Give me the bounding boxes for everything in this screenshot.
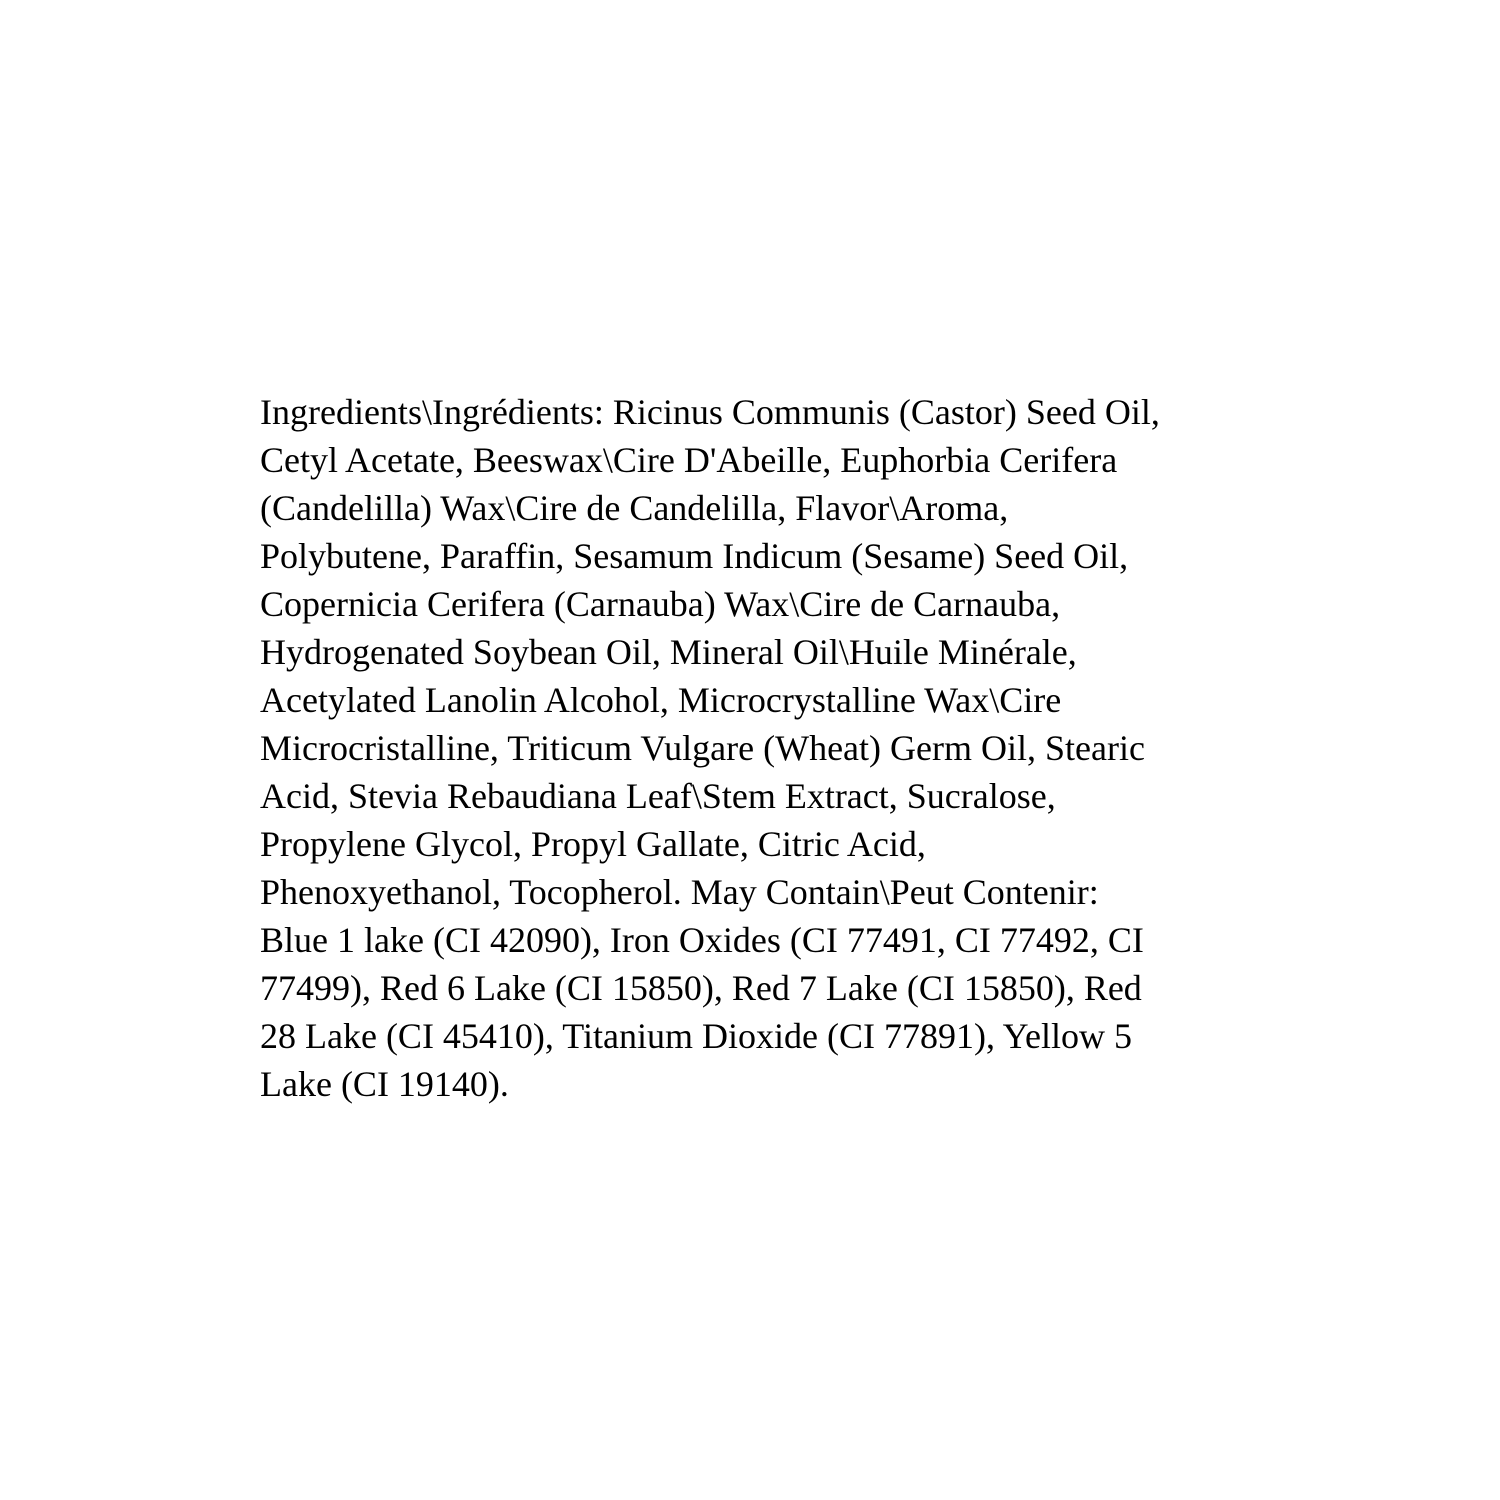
- ingredients-line: Acid, Stevia Rebaudiana Leaf\Stem Extract, Sucralose,: [260, 776, 1056, 816]
- ingredients-line: Polybutene, Paraffin, Sesamum Indicum (Sesame) Seed Oil,: [260, 536, 1129, 576]
- ingredients-line: (Candelilla) Wax\Cire de Candelilla, Flavor\Aroma,: [260, 488, 1009, 528]
- ingredients-line: Lake (CI 19140).: [260, 1064, 509, 1104]
- ingredients-line: Microcristalline, Triticum Vulgare (Wheat) Germ Oil, Stearic: [260, 728, 1145, 768]
- ingredients-line: Propylene Glycol, Propyl Gallate, Citric Acid,: [260, 824, 926, 864]
- ingredients-line: Hydrogenated Soybean Oil, Mineral Oil\Huile Minérale,: [260, 632, 1077, 672]
- ingredients-text: [260, 388, 1260, 1108]
- ingredients-line: 28 Lake (CI 45410), Titanium Dioxide (CI 77891), Yellow 5: [260, 1016, 1132, 1056]
- ingredients-line: Copernicia Cerifera (Carnauba) Wax\Cire de Carnauba,: [260, 584, 1061, 624]
- ingredients-line: Phenoxyethanol, Tocopherol. May Contain\Peut Contenir:: [260, 872, 1099, 912]
- ingredients-line: Ingredients\Ingrédients: Ricinus Communis (Castor) Seed Oil,: [260, 392, 1160, 432]
- ingredients-line: Blue 1 lake (CI 42090), Iron Oxides (CI 77491, CI 77492, CI: [260, 920, 1144, 960]
- ingredients-line: Cetyl Acetate, Beeswax\Cire D'Abeille, Euphorbia Cerifera: [260, 440, 1118, 480]
- ingredients-line: Acetylated Lanolin Alcohol, Microcrystalline Wax\Cire: [260, 680, 1062, 720]
- ingredients-line: 77499), Red 6 Lake (CI 15850), Red 7 Lake (CI 15850), Red: [260, 968, 1142, 1008]
